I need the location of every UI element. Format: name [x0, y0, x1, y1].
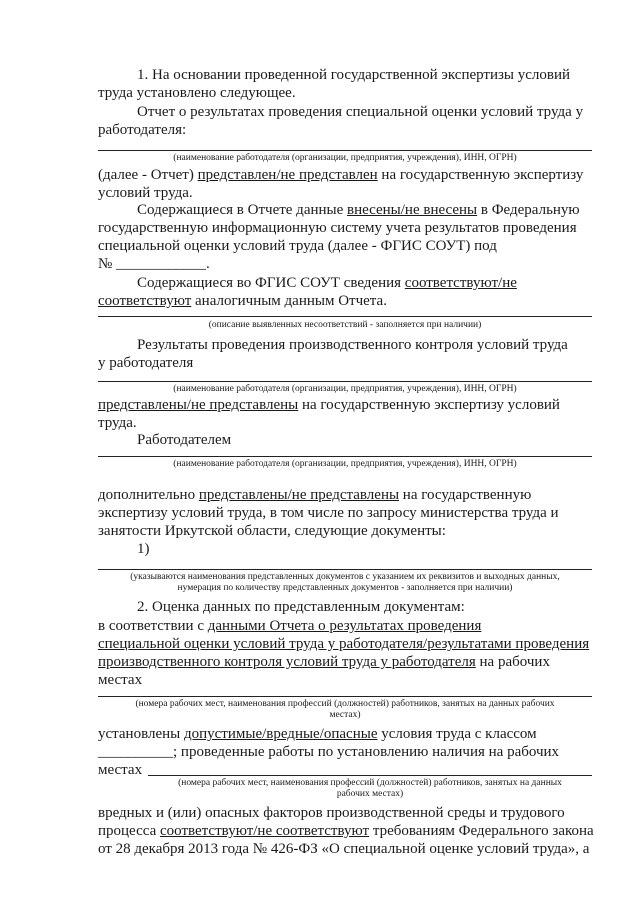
paragraph-line: Содержащиеся во ФГИС СОУТ сведения соответствуют/не [137, 275, 517, 291]
fill-line [98, 381, 592, 382]
paragraph-line: соответствуют аналогичным данным Отчета. [98, 293, 387, 309]
paragraph-line: экспертизу условий труда, в том числе по запросу министерства труда и [98, 505, 559, 521]
paragraph-line: представлены/не представлены на государственную экспертизу условий [98, 397, 560, 413]
paragraph-line: труда установлено следующее. [98, 85, 296, 101]
paragraph-line: дополнительно представлены/не представлены на государственную [98, 487, 532, 503]
field-caption: местах) [329, 710, 361, 720]
field-caption: (наименование работодателя (организации, предприятия, учреждения), ИНН, ОГРН) [173, 384, 517, 394]
field-caption: (наименование работодателя (организации, предприятия, учреждения), ИНН, ОГРН) [173, 459, 517, 469]
field-caption: (указываются наименования представленных документов с указанием их реквизитов и выходных данных, [130, 572, 560, 582]
paragraph-line: государственную информационную систему учета результатов проведения [98, 220, 577, 236]
paragraph-line: Результаты проведения производственного контроля условий труда [137, 337, 568, 353]
paragraph-line: местах [98, 672, 143, 688]
fill-line [98, 316, 592, 317]
paragraph-line: специальной оценки условий труда у работодателя/результатами проведения [98, 636, 590, 652]
paragraph-line: Содержащиеся в Отчете данные внесены/не внесены в Федеральную [137, 202, 580, 218]
paragraph-line: __________; проведенные работы по установлению наличия на рабочих [98, 744, 560, 760]
paragraph-line: условий труда. [98, 185, 193, 201]
paragraph-line: (далее - Отчет) представлен/не представлен на государственную экспертизу [98, 167, 584, 183]
fill-line [98, 456, 592, 457]
paragraph-line: 1. На основании проведенной государственной экспертизы условий [137, 67, 571, 83]
paragraph-line: процесса соответствуют/не соответствуют требованиям Федерального закона [98, 823, 594, 839]
paragraph-line: местах [98, 762, 143, 778]
fill-line [98, 696, 592, 697]
paragraph-line: специальной оценки условий труда (далее - ФГИС СОУТ) под [98, 238, 497, 254]
paragraph-line: Отчет о результатах проведения специальной оценки условий труда у [137, 104, 584, 120]
fill-line [98, 569, 592, 570]
field-caption: (номера рабочих мест, наименования профессий (должностей) работников, занятых на данных [178, 778, 562, 788]
paragraph-line: Работодателем [137, 432, 232, 448]
paragraph-line: вредных и (или) опасных факторов производственной среды и трудового [98, 805, 565, 821]
paragraph-line: занятости Иркутской области, следующие документы: [98, 523, 446, 539]
field-caption: нумерация по количеству представленных документов - заполняется при наличии) [177, 583, 513, 593]
paragraph-line: в соответствии с данными Отчета о результатах проведения [98, 618, 482, 634]
paragraph-line: работодателя: [98, 122, 187, 138]
section-heading: 2. Оценка данных по представленным документам: [137, 599, 465, 615]
field-caption: (номера рабочих мест, наименования профессий (должностей) работников, занятых на данных рабочих [135, 699, 555, 709]
field-caption: (наименование работодателя (организации, предприятия, учреждения), ИНН, ОГРН) [173, 153, 517, 163]
paragraph-line: установлены допустимые/вредные/опасные условия труда с классом [98, 726, 537, 742]
paragraph-line: № ____________. [98, 256, 210, 272]
list-item: 1) [137, 541, 150, 557]
field-caption: (описание выявленных несоответствий - заполняется при наличии) [208, 320, 482, 330]
field-caption: рабочих местах) [336, 789, 404, 799]
paragraph-line: производственного контроля условий труда у работодателя на рабочих [98, 654, 550, 670]
fill-line [148, 775, 592, 776]
fill-line [98, 150, 592, 151]
paragraph-line: у работодателя [98, 355, 194, 371]
paragraph-line: от 28 декабря 2013 года № 426-ФЗ «О специальной оценке условий труда», а [98, 841, 590, 857]
paragraph-line: труда. [98, 415, 137, 431]
